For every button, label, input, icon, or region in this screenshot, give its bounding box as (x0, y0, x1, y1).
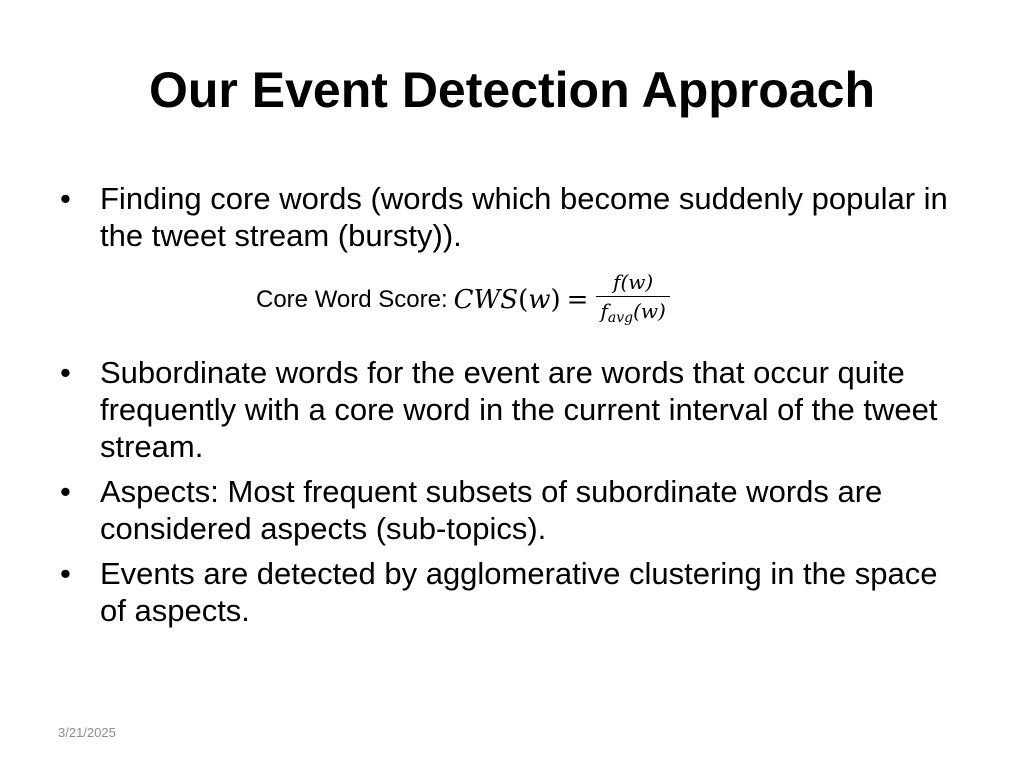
bullet-item-core-words (58, 180, 958, 254)
formula-lhs-open: ( (518, 285, 529, 315)
formula-lhs-close: ) (550, 285, 561, 315)
formula-label: Core Word Score: (256, 286, 448, 313)
formula-denominator-base: f (600, 299, 608, 323)
bullet-item-events (58, 555, 958, 629)
formula-lhs-var: w (528, 285, 551, 315)
formula-numerator: f(w) (613, 270, 654, 294)
bullet-list (58, 180, 958, 629)
core-word-score-formula (58, 254, 958, 354)
formula-equals: = (566, 285, 589, 315)
formula-fraction (596, 270, 669, 330)
formula-denominator-arg: (w) (633, 299, 666, 323)
bullet-marker: • (60, 181, 71, 216)
formula-denominator-sub: avg (607, 310, 634, 326)
formula-lhs-name: CWS (453, 285, 519, 315)
formula-denominator (596, 297, 669, 330)
bullet-text: Aspects: Most frequent subsets of subordinate words are considered aspects (sub-topics). (100, 474, 883, 546)
bullet-item-aspects (58, 473, 958, 547)
slide-title: Our Event Detection Approach (148, 62, 876, 118)
bullet-text: Finding core words (words which become suddenly popular in the tweet stream (bursty)). (100, 181, 948, 253)
bullet-text: Events are detected by agglomerative clustering in the space of aspects. (100, 556, 938, 628)
footer-date: 3/21/2025 (58, 725, 116, 740)
bullet-text: Subordinate words for the event are words that occur quite frequently with a core word in the current interval of the tweet stream. (100, 355, 938, 464)
bullet-marker: • (60, 355, 71, 390)
bullet-marker: • (60, 556, 71, 591)
formula-lhs (454, 285, 561, 315)
bullet-item-subordinate-words (58, 354, 958, 465)
bullet-marker: • (60, 474, 71, 509)
formula-row (256, 270, 670, 330)
